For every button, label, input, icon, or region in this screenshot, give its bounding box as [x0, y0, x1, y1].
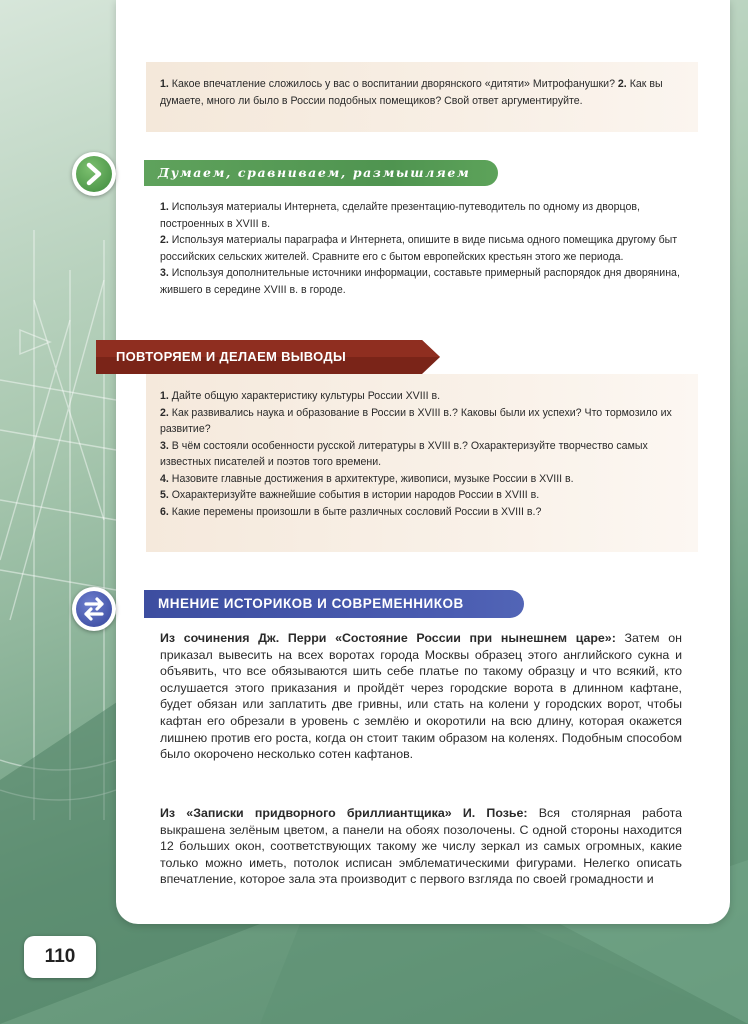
list-item: 5. Охарактеризуйте важнейшие события в истории народов России в XVIII в.	[160, 489, 540, 501]
list-item: 3. В чём состояли особенности русской литературы в XVIII в.? Охарактеризуйте творчество самых известных писателей и поэтов того времени.	[160, 439, 648, 468]
intro-q2-number: 2.	[614, 78, 627, 90]
list-item: 1. Используя материалы Интернета, сделайте презентацию-путеводитель по одному из дворцов, построенных в XVIII в.	[160, 201, 640, 230]
intro-questions	[160, 76, 682, 109]
intro-q1-text: Какое впечатление сложилось у вас о воспитании дворянского «дитяти» Митрофанушки?	[168, 78, 615, 90]
list-item: 4. Назовите главные достижения в архитектуре, живописи, музыке России в XVIII в.	[160, 472, 574, 485]
think-icon-badge	[72, 152, 116, 196]
arrow-right-icon	[76, 156, 112, 192]
repeat-question-list	[160, 388, 682, 520]
opinion-section-banner	[144, 590, 524, 618]
source-text: Затем он приказал вывесить на всех воротах города Москвы образец этого английского сукна и объявить, что все обязываются шить себе платье по такому образцу и что всякий, кто ослушается этого приказания и пройдёт через городские ворота в длинном кафтане, будет обязан или заплатить две гривны, или стать на колени у городских ворот, чтобы кафтан его обрезали в уровень с землёю и окоротили на всю длину, которая окажется лишнею против его роста, когда он стоит таким образом на коленях. Подобным способом было окорочено несколько сотен кафтанов.	[160, 631, 682, 762]
exchange-arrows-icon	[76, 591, 112, 627]
intro-q1-number: 1.	[160, 78, 169, 90]
page-number: 110	[44, 946, 76, 967]
opinion-section-title: МНЕНИЕ ИСТОРИКОВ И СОВРЕМЕННИКОВ	[158, 596, 464, 611]
source-excerpt-perry	[160, 630, 682, 763]
page-number-badge	[24, 936, 96, 978]
list-item: 2. Как развивались наука и образование в России в XVIII в.? Каковы были их успехи? Что тормозило их развитие?	[160, 406, 672, 435]
source-heading: Из «Записки придворного бриллиантщика» И. Позье:	[160, 806, 528, 820]
repeat-section-title: ПОВТОРЯЕМ И ДЕЛАЕМ ВЫВОДЫ	[116, 349, 346, 364]
list-item: 1. Дайте общую характеристику культуры России XVIII в.	[160, 390, 441, 402]
intro-q2-text: Как вы думаете, много ли было в России подобных помещиков? Свой ответ аргументируйте.	[160, 78, 663, 107]
source-text: Вся столярная работа выкрашена зелёным цветом, а панели на обоях позолочены. С одной стороны находится 12 больших окон, соответствующих такому же числу зеркал из самых огромных, какие только можно иметь, потолок исписан эмблематическими фигурами. Нелегко описать впечатление, которое зала эта производит с первого взгляда по своей громадности и	[160, 806, 682, 887]
source-excerpt-posier	[160, 805, 682, 888]
list-item: 3. Используя дополнительные источники информации, составьте примерный распорядок дня дворянина, жившего в середине XVIII в. в городе.	[160, 267, 680, 296]
think-task-list	[160, 199, 682, 298]
list-item: 2. Используя материалы параграфа и Интернета, опишите в виде письма одного помещика другому быт российских сельских жителей. Сравните его с бытом европейских крестьян этого же периода.	[160, 234, 678, 263]
list-item: 6. Какие перемены произошли в быте различных сословий России в XVIII в.?	[160, 505, 542, 518]
repeat-section-banner	[96, 340, 440, 374]
think-section-banner	[144, 160, 498, 186]
think-section-title: Думаем, сравниваем, размышляем	[158, 165, 471, 180]
source-heading: Из сочинения Дж. Перри «Состояние России при нынешнем царе»:	[160, 631, 616, 645]
opinion-icon-badge	[72, 587, 116, 631]
